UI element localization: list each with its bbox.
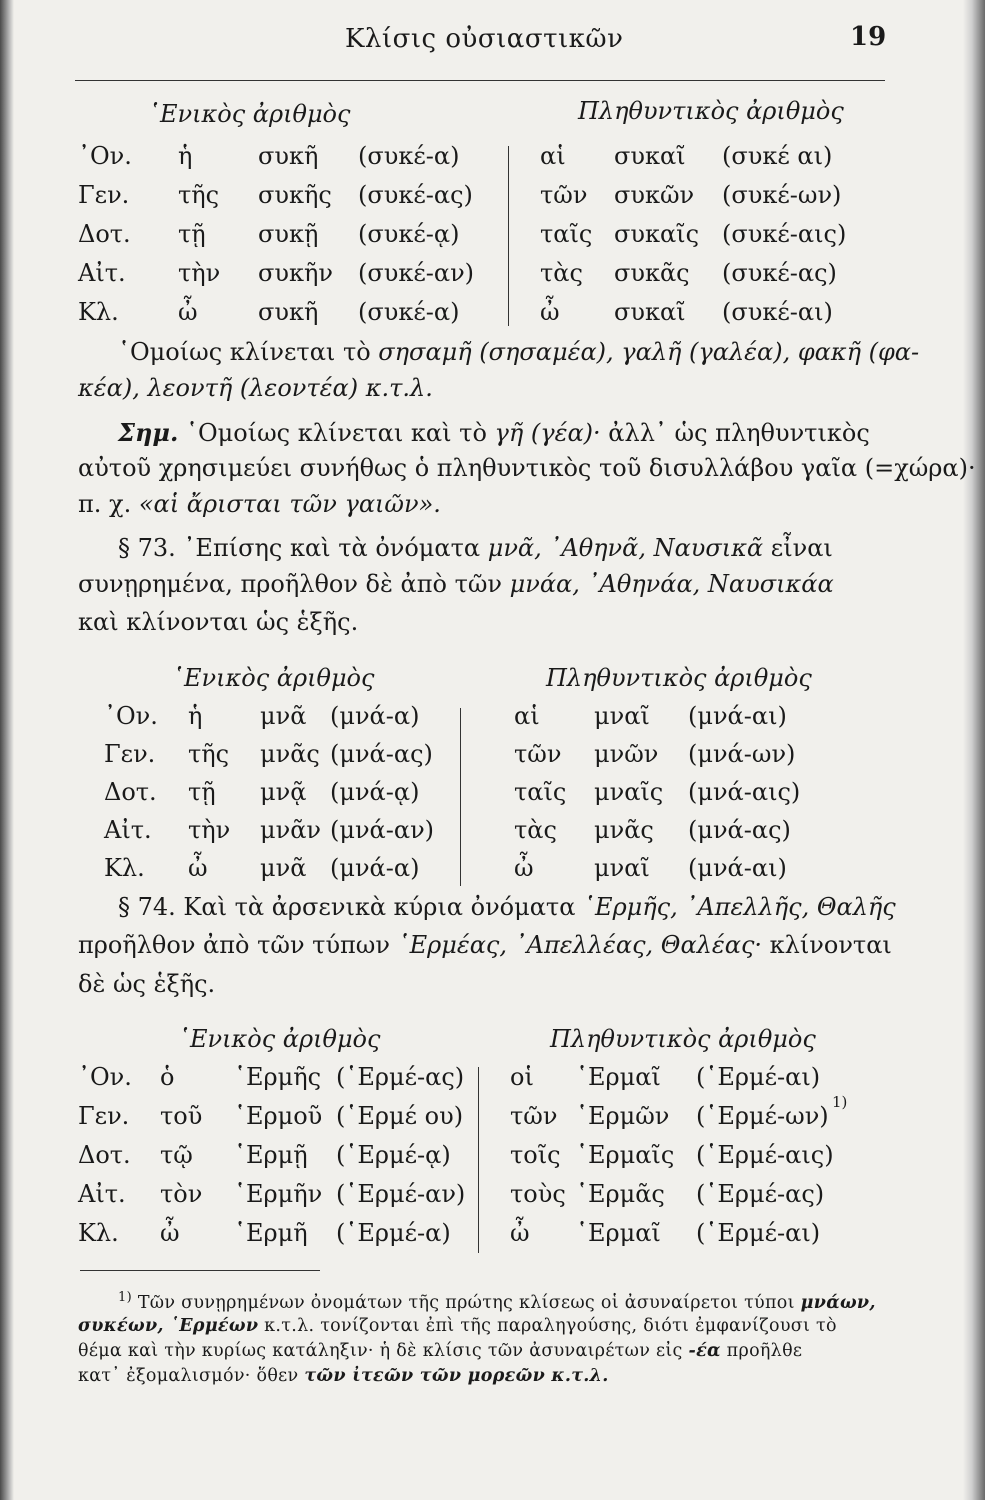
para-text: ῾Ομοίως κλίνεται τὸ	[118, 338, 379, 366]
footnote-italic: μνάων,	[800, 1292, 876, 1313]
para-text: § 73. ᾿Επίσης καὶ τὰ ὀνόματα	[118, 534, 488, 562]
page-edge-left	[0, 0, 14, 1500]
table-cell-pl-form: (῾Ερμέ-αι)	[696, 1219, 821, 1247]
para-italic: σησαμῆ (σησαμέα), γαλῆ (γαλέα), φακῆ (φα-	[378, 338, 920, 366]
table-cell-pl-art: τοῖς	[510, 1141, 561, 1169]
footnote	[118, 1290, 876, 1313]
plural-header: Πληθυντικὸς ἀριθμὸς	[578, 97, 844, 125]
table-cell-art: τῇ	[178, 220, 206, 248]
table-cell-art: τοῦ	[160, 1102, 203, 1130]
table-cell-pl-word: ῾Ερμῶν	[576, 1102, 670, 1130]
paragraph-line	[78, 570, 834, 598]
table-cell-pl-art: ὦ	[510, 1219, 530, 1247]
singular-header: ῾Ενικὸς ἀριθμὸς	[148, 100, 351, 128]
table-cell-word: μνᾶς	[260, 740, 320, 768]
table-cell-word: μνᾷ	[260, 778, 307, 806]
table-cell-form: (συκέ-α)	[358, 298, 460, 326]
table-cell-pl-word: συκαῖ	[614, 142, 686, 170]
table-cell-form: (συκέ-α)	[358, 142, 460, 170]
para-text: προῆλθον ἀπὸ τῶν τύπων	[78, 931, 398, 959]
table-cell-art: τῷ	[160, 1141, 193, 1169]
table-cell-form: (συκέ-ᾳ)	[358, 220, 460, 248]
table-cell-pl-art: ταῖς	[514, 778, 567, 806]
table-cell-word: μνᾶν	[260, 816, 321, 844]
footnote-line	[78, 1366, 609, 1386]
table-cell-pl-form: (μνά-ων)	[688, 740, 796, 768]
table-cell-word: ῾Ερμῇ	[234, 1141, 308, 1169]
para-text: π. χ.	[78, 490, 139, 518]
table-cell-form: (συκέ-αν)	[358, 259, 475, 287]
table-cell-art: ὦ	[178, 298, 198, 326]
footnote-line	[78, 1341, 802, 1361]
table-cell-pl-form: (μνά-αι)	[688, 854, 787, 882]
table-cell-pl-art: τὰς	[540, 259, 583, 287]
para-text: § 74. Καὶ τὰ ἀρσενικὰ κύρια ὀνόματα	[118, 893, 584, 921]
table-cell-pl-form: (῾Ερμέ-ας)	[696, 1180, 825, 1208]
table-cell-pl-form: (μνά-ας)	[688, 816, 791, 844]
header-rule	[75, 80, 885, 81]
paragraph-line: δὲ ὡς ἑξῆς.	[78, 970, 216, 998]
para-text: συνῃρημένα, προῆλθον δὲ ἀπὸ τῶν	[78, 570, 510, 598]
table-cell-case: Αἰτ.	[104, 816, 152, 844]
table-cell-pl-art: ὦ	[540, 298, 560, 326]
table-cell-word: συκῆν	[258, 259, 333, 287]
section-74-paragraph	[118, 893, 896, 921]
table-cell-art: τὴν	[178, 259, 221, 287]
paragraph-line: καὶ κλίνονται ὡς ἑξῆς.	[78, 608, 359, 636]
table-cell-word: ῾Ερμοῦ	[234, 1102, 323, 1130]
footnote-text: κατ᾿ ἐξομαλισμόν· ὅθεν	[78, 1366, 305, 1386]
paragraph-line	[78, 490, 441, 518]
table-cell-art: τῆς	[188, 740, 230, 768]
table-cell-art: ὦ	[188, 854, 208, 882]
table-cell-pl-art: οἱ	[510, 1063, 534, 1091]
para-italic: ῾Ερμέας, ᾿Απελλέας, Θαλέας·	[397, 931, 763, 959]
table-cell-form: (μνά-ᾳ)	[330, 778, 420, 806]
running-head-title: Κλίσις οὐσιαστικῶν	[345, 24, 624, 54]
table-cell-form: (῾Ερμέ-αν)	[336, 1180, 466, 1208]
table-cell-case: Γεν.	[104, 740, 156, 768]
table-cell-form: (῾Ερμέ-ᾳ)	[336, 1141, 451, 1169]
table-cell-pl-art: τῶν	[514, 740, 562, 768]
table-cell-pl-word: μνῶν	[594, 740, 659, 768]
table-cell-pl-art: ταῖς	[540, 220, 593, 248]
table-cell-pl-word: ῾Ερμαῖ	[576, 1219, 661, 1247]
para-text: ἀλλ᾿ ὡς πληθυντικὸς	[600, 419, 870, 447]
table-cell-form: (῾Ερμέ-ας)	[336, 1063, 465, 1091]
table-cell-pl-art: αἱ	[540, 142, 566, 170]
table-cell-form: (μνά-α)	[330, 854, 420, 882]
table-cell-case: Κλ.	[104, 854, 145, 882]
table-cell-word: συκῆ	[258, 142, 319, 170]
table-cell-case: Δοτ.	[78, 1141, 131, 1169]
footnote-text: κ.τ.λ. τονίζονται ἐπὶ τῆς παραληγούσης, διότι ἐμφανίζουσι τὸ	[258, 1316, 837, 1336]
table-cell-pl-form: (῾Ερμέ-αις)	[696, 1141, 834, 1169]
footnote-rule	[80, 1270, 320, 1271]
table-cell-pl-form: (μνά-αι)	[688, 702, 787, 730]
table-cell-case: ᾿Ον.	[78, 142, 132, 170]
table-cell-case: Αἰτ.	[78, 259, 126, 287]
table-cell-pl-art: τῶν	[540, 181, 588, 209]
table-cell-case: Δοτ.	[78, 220, 131, 248]
paragraph-line: κέα), λεοντῆ (λεοντέα) κ.τ.λ.	[78, 374, 433, 402]
table-cell-word: μνᾶ	[260, 854, 307, 882]
para-text: κλίνονται	[762, 931, 892, 959]
table-cell-pl-form: (μνά-αις)	[688, 778, 801, 806]
table-cell-art: τὸν	[160, 1180, 203, 1208]
table-cell-case: ᾿Ον.	[104, 702, 158, 730]
table-cell-word: συκῇ	[258, 220, 319, 248]
table-cell-pl-form: (συκέ αι)	[722, 142, 833, 170]
paragraph-line: αὐτοῦ χρησιμεύει συνήθως ὁ πληθυντικὸς τοῦ δισυλλάβου γαῖα (=χώρα)·	[78, 454, 976, 482]
para-italic: «αἱ ἄρισται τῶν γαιῶν».	[138, 490, 441, 518]
note-paragraph	[118, 418, 870, 447]
table-cell-pl-word: μνᾶς	[594, 816, 654, 844]
column-divider	[478, 1067, 479, 1253]
table-cell-art: ἡ	[188, 702, 203, 730]
running-head	[0, 22, 985, 62]
table-cell-case: Δοτ.	[104, 778, 157, 806]
footnote-marker: 1)	[118, 1290, 132, 1305]
table-cell-art: ὁ	[160, 1063, 175, 1091]
footnote-italic: -έα	[688, 1341, 721, 1361]
page-edge-right	[963, 0, 985, 1500]
paragraph-line	[78, 931, 892, 959]
table-cell-case: ᾿Ον.	[78, 1063, 132, 1091]
singular-header: ῾Ενικὸς ἀριθμὸς	[178, 1025, 381, 1053]
table-cell-pl-word: ῾Ερμαῖς	[576, 1141, 675, 1169]
table-cell-pl-form: (συκέ-ων)	[722, 181, 842, 209]
table-cell-pl-word: ῾Ερμᾶς	[576, 1180, 665, 1208]
table-cell-pl-art: αἱ	[514, 702, 540, 730]
table-cell-pl-art: τῶν	[510, 1102, 558, 1130]
table-cell-pl-word: συκαῖ	[614, 298, 686, 326]
table-cell-word: μνᾶ	[260, 702, 307, 730]
table-cell-pl-word: συκᾶς	[614, 259, 690, 287]
plural-header: Πληθυντικὸς ἀριθμὸς	[550, 1025, 816, 1053]
table-cell-pl-word: συκαῖς	[614, 220, 700, 248]
table-cell-pl-word: μναῖς	[594, 778, 664, 806]
para-italic: ῾Ερμῆς, ᾿Απελλῆς, Θαλῆς	[583, 893, 896, 921]
table-cell-pl-word: συκῶν	[614, 181, 695, 209]
table-cell-pl-form: (συκέ-αι)	[722, 298, 833, 326]
table-cell-pl-form: (συκέ-αις)	[722, 220, 847, 248]
column-divider	[508, 146, 509, 326]
para-text: εἶναι	[763, 534, 833, 562]
column-divider	[460, 708, 461, 886]
table-cell-word: ῾Ερμῆ	[234, 1219, 308, 1247]
footnote-italic: τῶν ἰτεῶν τῶν μορεῶν κ.τ.λ.	[304, 1366, 609, 1386]
para-text: ῾Ομοίως κλίνεται καὶ τὸ	[178, 419, 495, 447]
table-cell-art: τὴν	[188, 816, 231, 844]
singular-header: ῾Ενικὸς ἀριθμὸς	[172, 664, 375, 692]
table-cell-form: (μνά-αν)	[330, 816, 435, 844]
table-cell-pl-word: ῾Ερμαῖ	[576, 1063, 661, 1091]
plural-header: Πληθυντικὸς ἀριθμὸς	[546, 664, 812, 692]
table-cell-form: (μνά-α)	[330, 702, 420, 730]
table-cell-form: (῾Ερμέ ου)	[336, 1102, 464, 1130]
section-73-paragraph	[118, 534, 833, 562]
footnote-italic: συκέων, ῾Ερμέων	[78, 1316, 259, 1336]
table-cell-case: Γεν.	[78, 181, 130, 209]
table-cell-pl-form: (῾Ερμέ-ων)	[696, 1102, 829, 1130]
table-cell-case: Αἰτ.	[78, 1180, 126, 1208]
table-cell-pl-word: μναῖ	[594, 854, 650, 882]
para-italic: γῆ (γέα)·	[494, 419, 601, 447]
table-cell-art: τῇ	[188, 778, 216, 806]
table-cell-word: ῾Ερμῆν	[234, 1180, 323, 1208]
table-cell-pl-art: τὰς	[514, 816, 557, 844]
table-cell-case: Κλ.	[78, 298, 119, 326]
table-cell-art: τῆς	[178, 181, 220, 209]
table-cell-case: Γεν.	[78, 1102, 130, 1130]
footnote-text: θέμα καὶ τὴν κυρίως κατάληξιν· ἡ δὲ κλίσις τῶν ἀσυναιρέτων εἰς	[78, 1341, 689, 1361]
para-italic: μνάα, ᾿Αθηνάα, Ναυσικάα	[509, 570, 834, 598]
table-cell-pl-art: τοὺς	[510, 1180, 566, 1208]
table-cell-word: συκῆ	[258, 298, 319, 326]
note-label: Σημ.	[118, 418, 179, 447]
table-cell-art: ἡ	[178, 142, 193, 170]
table-cell-pl-word: μναῖ	[594, 702, 650, 730]
table-cell-pl-form: (῾Ερμέ-αι)	[696, 1063, 821, 1091]
footnote-text: Τῶν συνῃρημένων ὀνομάτων τῆς πρώτης κλίσεως οἱ ἀσυναίρετοι τύποι	[131, 1292, 801, 1313]
table-cell-case: Κλ.	[78, 1219, 119, 1247]
table-cell-form: (μνά-ας)	[330, 740, 433, 768]
paragraph-similar-syke	[118, 338, 919, 366]
footnote-text: προῆλθε	[720, 1341, 803, 1361]
table-cell-art: ὦ	[160, 1219, 180, 1247]
table-cell-pl-art: ὦ	[514, 854, 534, 882]
table-cell-form: (συκέ-ας)	[358, 181, 473, 209]
para-italic: μνᾶ, ᾿Αθηνᾶ, Ναυσικᾶ	[487, 534, 764, 562]
table-cell-word: συκῆς	[258, 181, 332, 209]
table-cell-form: (῾Ερμέ-α)	[336, 1219, 451, 1247]
footnote-line	[78, 1316, 837, 1336]
footnote-reference: 1)	[832, 1093, 848, 1111]
page-number: 19	[850, 22, 887, 52]
table-cell-word: ῾Ερμῆς	[234, 1063, 322, 1091]
table-cell-pl-form: (συκέ-ας)	[722, 259, 837, 287]
